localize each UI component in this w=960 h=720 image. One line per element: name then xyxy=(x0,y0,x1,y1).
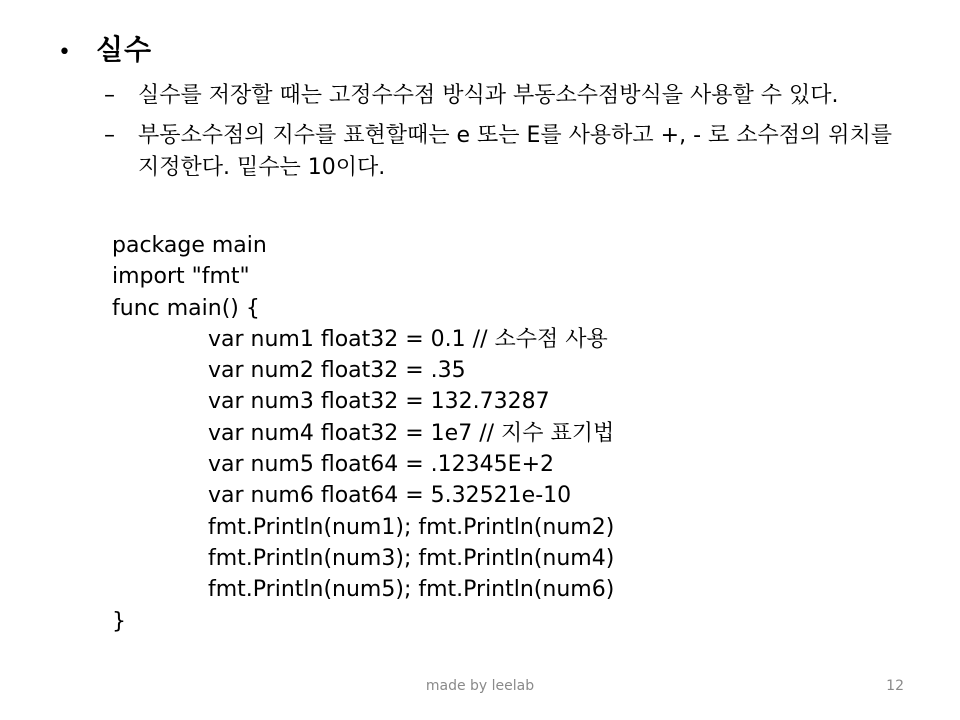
code-line: var num6 float64 = 5.32521e-10 xyxy=(208,483,572,509)
code-block xyxy=(112,230,912,637)
slide-title: 실수 xyxy=(96,33,153,66)
code-line: var num2 float32 = .35 xyxy=(208,358,466,384)
title-row xyxy=(58,30,152,73)
code-line: func main() { xyxy=(112,295,260,321)
code-line: import "fmt" xyxy=(112,264,250,290)
title-bullet: • xyxy=(58,40,71,65)
sub-bullet-dash: – xyxy=(104,123,115,148)
code-line: package main xyxy=(112,233,267,258)
code-line: fmt.Println(num5); fmt.Println(num6) xyxy=(208,577,615,603)
footer-credit: made by leelab xyxy=(425,678,535,694)
sub-bullet-text: 실수를 저장할 때는 고정수수점 방식과 부동소수점방식을 사용할 수 있다. xyxy=(138,83,839,108)
sub-bullet-text: 부동소수점의 지수를 표현할때는 e 또는 E를 사용하고 +, - 로 소수점의 위치를 지정한다. 밑수는 10이다. xyxy=(138,123,893,180)
code-line: var num4 float32 = 1e7 // 지수 표기법 xyxy=(208,420,615,446)
page-number: 12 xyxy=(886,678,904,694)
code-line: var num1 float32 = 0.1 // 소수점 사용 xyxy=(208,326,608,352)
code-line: } xyxy=(112,608,126,634)
sub-bullet-list xyxy=(104,80,904,192)
sub-bullet-item xyxy=(104,120,904,184)
code-line: fmt.Println(num3); fmt.Println(num4) xyxy=(208,545,615,571)
sub-bullet-item xyxy=(104,80,904,112)
sub-bullet-dash: – xyxy=(104,83,115,108)
code-line: var num3 float32 = 132.73287 xyxy=(208,389,550,415)
code-line: var num5 float64 = .12345E+2 xyxy=(208,452,554,478)
code-line: fmt.Println(num1); fmt.Println(num2) xyxy=(208,514,615,540)
